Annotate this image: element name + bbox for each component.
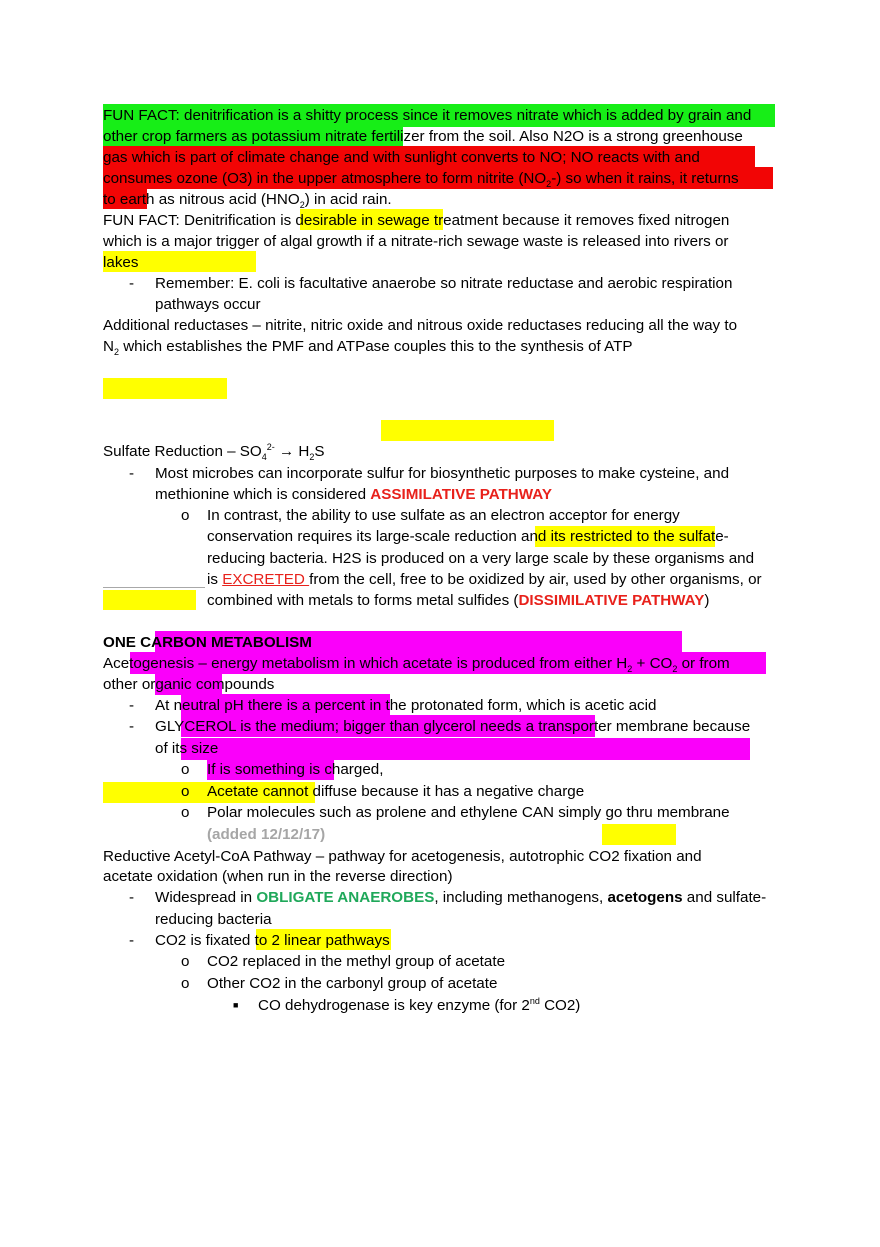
sulfate-sub-line-5: combined with metals to forms metal sulfides (DISSIMILATIVE PATHWAY) [207, 592, 710, 609]
circle-bullet: o [181, 804, 190, 821]
sulfate-sub-line-3: reducing bacteria. H2S is produced on a very large scale by these organisms and [207, 550, 755, 567]
yellow-highlight [381, 420, 554, 441]
circle-bullet: o [181, 507, 190, 524]
fun-fact-1-line-5: to earth as nitrous acid $(HNO_2)$ in acid rain. [103, 191, 392, 211]
glycerol-bullet-line-1: GLYCEROL is the medium; bigger than glycerol needs a transporter membrane because [155, 718, 751, 735]
square-bullet: ■ [233, 1000, 239, 1010]
obligate-anaerobes-label: OBLIGATE ANAEROBES [256, 889, 435, 906]
excreted-label: EXCRETED [222, 571, 310, 588]
acetogenesis-line-1: Acetogenesis – energy metabolism in which acetate is produced from either $H_2 + CO_2$ or from [103, 655, 730, 675]
widespread-bullet-line-2: reducing bacteria [155, 911, 272, 928]
circle-bullet: o [181, 761, 190, 778]
fun-fact-1-line-1: FUN FACT: denitrification is a shitty process since it removes nitrate which is added by grain and [103, 107, 752, 124]
circle-bullet: o [181, 783, 190, 800]
co2-fixated-bullet: CO2 is fixated to 2 linear pathways [155, 932, 390, 949]
reductive-line-2: acetate oxidation (when run in the reverse direction) [103, 868, 453, 885]
assimilative-pathway-label: ASSIMILATIVE PATHWAY [370, 486, 552, 503]
sulfate-title: Sulfate Reduction – $SO_4^{2-} \to H_2S$ [103, 441, 325, 463]
methyl-group-sub-bullet: CO2 replaced in the methyl group of acetate [207, 953, 506, 970]
dash-bullet: - [129, 465, 135, 482]
sulfate-sub-line-4: is EXCRETED from the cell, free to be oxidized by air, used by other organisms, or [207, 571, 762, 588]
sulfate-sub-line-2: conservation requires its large-scale reduction and its restricted to the sulfate- [207, 528, 729, 545]
additional-line-2: $N_2$ which establishes the PMF and ATPase couples this to the synthesis of ATP [103, 338, 633, 358]
dash-bullet: - [129, 932, 135, 949]
dash-bullet: - [129, 275, 135, 292]
polar-molecules-sub-bullet: Polar molecules such as prolene and ethylene CAN simply go thru membrane [207, 804, 730, 821]
dash-bullet: - [129, 718, 135, 735]
magenta-highlight [181, 738, 750, 760]
co-dehydrogenase-bullet: CO dehydrogenase is key enzyme (for 2nd CO2) [258, 995, 581, 1014]
dash-bullet: - [129, 889, 135, 906]
reductive-line-1: Reductive Acetyl-CoA Pathway – pathway for acetogenesis, autotrophic CO2 fixation and [103, 848, 702, 865]
sulfate-bullet-1-line-2: methionine which is considered ASSIMILATIVE PATHWAY [155, 486, 552, 503]
fun-fact-2-line-3: lakes [103, 254, 139, 271]
yellow-highlight [602, 824, 676, 845]
circle-bullet: o [181, 953, 190, 970]
horizontal-rule [103, 587, 205, 588]
added-date-note: (added 12/12/17) [207, 826, 326, 843]
widespread-bullet-line-1: Widespread in OBLIGATE ANAEROBES, including methanogens, acetogens and sulfate- [155, 889, 767, 906]
fun-fact-1-line-2: other crop farmers as potassium nitrate fertilizer from the soil. Also N2O is a strong greenhouse [103, 128, 743, 145]
remember-line-1: Remember: E. coli is facultative anaerobe so nitrate reductase and aerobic respiration [155, 275, 733, 292]
fun-fact-2-line-2: which is a major trigger of algal growth if a nitrate-rich sewage waste is released into rivers or [103, 233, 729, 250]
one-carbon-heading: ONE CARBON METABOLISM [103, 634, 312, 651]
arrow-icon: → [279, 443, 295, 460]
additional-line-1: Additional reductases – nitrite, nitric oxide and nitrous oxide reductases reducing all the way to [103, 317, 738, 334]
remember-line-2: pathways occur [155, 296, 261, 313]
fun-fact-1-line-4: consumes ozone (O3) in the upper atmosphere to form nitrite $(NO_2-)$ so when it rains, it returns [103, 170, 739, 190]
dash-bullet: - [129, 697, 135, 714]
glycerol-bullet-line-2: of its size [155, 740, 219, 757]
acetogenesis-line-2: other organic compounds [103, 676, 275, 693]
yellow-highlight [103, 378, 227, 399]
charged-sub-bullet: If is something is charged, [207, 761, 384, 778]
yellow-highlight [103, 590, 196, 610]
fun-fact-2-line-1: FUN FACT: Denitrification is desirable in sewage treatment because it removes fixed nitrogen [103, 212, 730, 229]
circle-bullet: o [181, 975, 190, 992]
fun-fact-1-line-3: gas which is part of climate change and with sunlight converts to NO; NO reacts with and [103, 149, 700, 166]
neutral-ph-bullet: At neutral pH there is a percent in the protonated form, which is acetic acid [155, 697, 657, 714]
sulfate-bullet-1-line-1: Most microbes can incorporate sulfur for biosynthetic purposes to make cysteine, and [155, 465, 730, 482]
dissimilative-pathway-label: DISSIMILATIVE PATHWAY [518, 592, 705, 609]
sulfate-sub-line-1: In contrast, the ability to use sulfate as an electron acceptor for energy [207, 507, 680, 524]
carbonyl-group-sub-bullet: Other CO2 in the carbonyl group of acetate [207, 975, 498, 992]
acetate-sub-bullet: Acetate cannot diffuse because it has a negative charge [207, 783, 585, 800]
